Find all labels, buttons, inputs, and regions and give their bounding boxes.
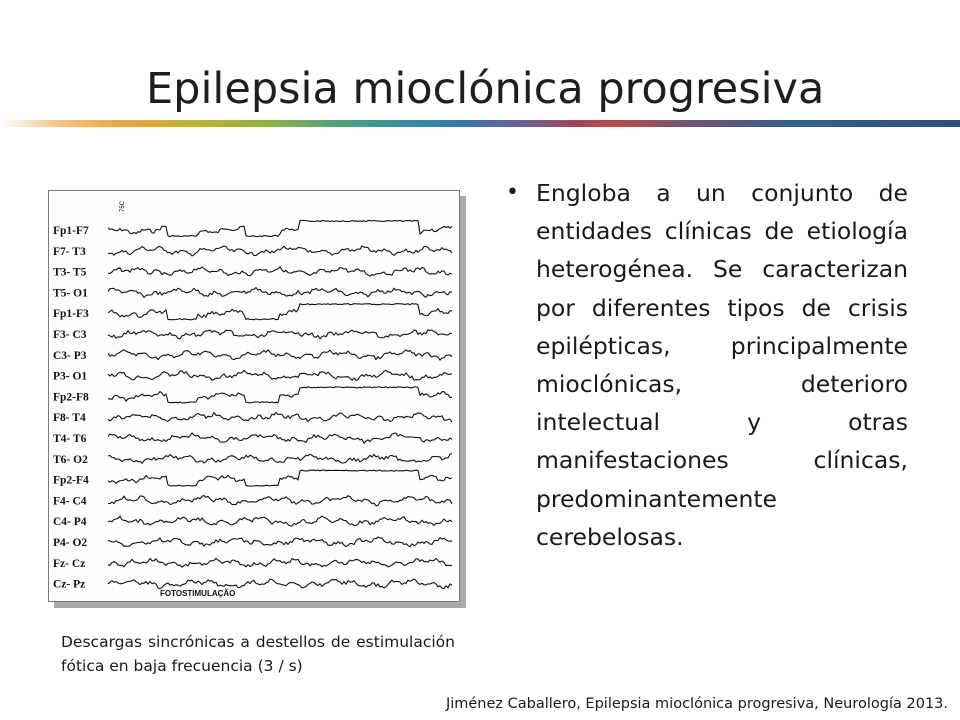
eeg-trace bbox=[108, 330, 452, 339]
eeg-figure bbox=[48, 190, 466, 608]
eeg-channel-label: T4- T6 bbox=[53, 433, 87, 445]
eeg-channel-label: Fp1-F3 bbox=[53, 308, 89, 321]
eeg-channel-label: Fp1-F7 bbox=[53, 225, 89, 237]
eeg-trace bbox=[108, 470, 452, 486]
eeg-trace bbox=[108, 288, 452, 298]
eeg-channel-label: T5- O1 bbox=[53, 287, 88, 300]
eeg-channel-label: T3- T5 bbox=[53, 266, 87, 279]
eeg-channel-label: Fz- Cz bbox=[53, 557, 86, 570]
eeg-trace bbox=[108, 220, 452, 236]
eeg-trace bbox=[108, 304, 452, 320]
eeg-trace bbox=[108, 246, 452, 256]
eeg-trace bbox=[108, 433, 452, 443]
corner-label: 75C bbox=[120, 200, 126, 212]
figure-caption: Descargas sincrónicas a destellos de estimulación fótica en baja frecuencia (3 / s) bbox=[61, 633, 455, 675]
stimulus-label: FOTOSTIMULAÇÃO bbox=[160, 589, 236, 598]
bullet-item bbox=[506, 174, 908, 556]
title-underline-rule bbox=[0, 120, 960, 127]
eeg-channel-label: F4- C4 bbox=[53, 495, 87, 508]
eeg-channel-label: F3- C3 bbox=[53, 329, 87, 341]
eeg-channel-label: Cz- Pz bbox=[53, 578, 86, 591]
eeg-trace bbox=[108, 579, 452, 589]
eeg-trace bbox=[108, 496, 452, 506]
bullet-text: Engloba a un conjunto de entidades clínicas de etiología heterogénea. Se caracterizan por diferentes tipos de crisis epilépticas, principalmente mioclónicas, deterioro intelectual y otras manifestaciones clínicas, predominantemente cerebelosas. bbox=[536, 179, 908, 551]
citation: Jiménez Caballero, Epilepsia mioclónica progresiva, Neurología 2013. bbox=[445, 696, 948, 712]
eeg-trace bbox=[108, 370, 452, 380]
eeg-trace bbox=[108, 267, 452, 276]
eeg-trace bbox=[108, 454, 452, 464]
eeg-channel-label: C4- P4 bbox=[53, 516, 87, 529]
slide-title: Epilepsia mioclónica progresiva bbox=[146, 64, 825, 114]
eeg-trace bbox=[108, 558, 452, 567]
eeg-channel-label: C3- P3 bbox=[53, 349, 87, 362]
eeg-channel-label: F7- T3 bbox=[53, 245, 86, 258]
eeg-channel-label: Fp2-F8 bbox=[53, 391, 89, 404]
eeg-trace bbox=[108, 350, 452, 360]
eeg-trace bbox=[108, 516, 452, 526]
eeg-trace bbox=[108, 387, 452, 403]
bullet-list bbox=[506, 174, 908, 556]
eeg-channel-label: T6- O2 bbox=[53, 453, 88, 466]
eeg-trace bbox=[108, 537, 452, 547]
eeg-channel-label: P3- O1 bbox=[53, 370, 88, 383]
eeg-trace bbox=[108, 413, 452, 422]
eeg-trace-plot bbox=[48, 190, 460, 602]
eeg-channel-label: Fp2-F4 bbox=[53, 474, 89, 487]
eeg-channel-label: P4- O2 bbox=[53, 537, 88, 549]
bullet-dot-icon: • bbox=[506, 180, 519, 205]
eeg-channel-label: F8- T4 bbox=[53, 412, 86, 425]
